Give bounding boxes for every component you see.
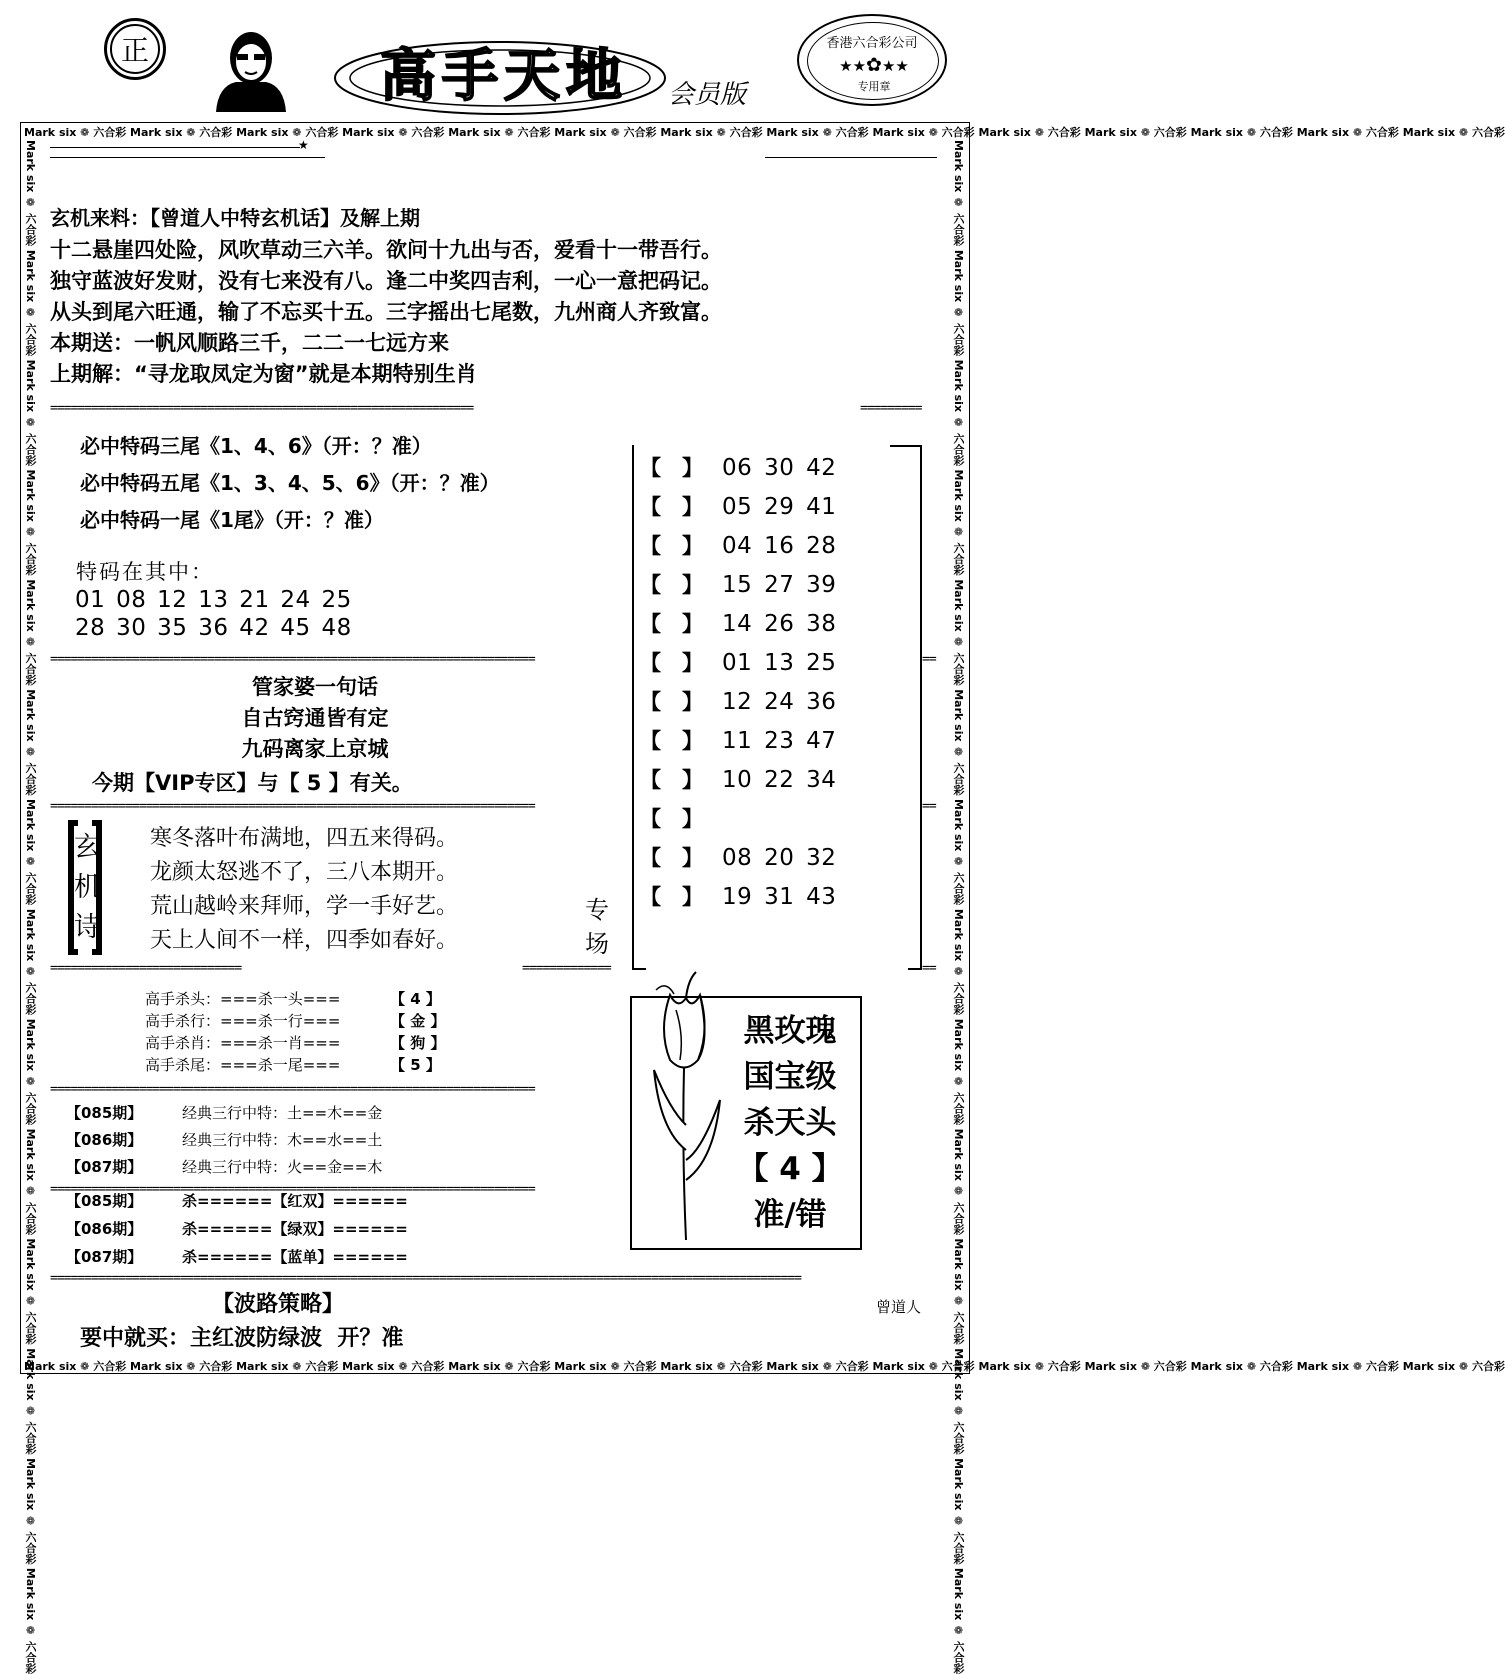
period-row [66,1102,382,1123]
zone-label-char: 场 [585,930,609,958]
housekeeper-line: 自古窍通皆有定 [241,706,389,730]
divider: ======================================================================= [50,1182,535,1197]
strategy-author: 曾道人 [876,1298,922,1316]
divider: ============= [522,961,611,976]
zone-row-numbers: 12 24 36 [722,689,837,715]
riddle-header: 玄机来料：【曾道人中特玄机话】及解上期 [50,206,420,230]
zone-label [585,893,609,961]
zone-row [640,686,836,716]
zone-row [640,452,836,482]
strategy-title: 【波路策略】 [212,1292,345,1317]
tail-picks [80,428,500,539]
border-top: Mark six ❁ 六合彩 Mark six ❁ 六合彩 Mark six ❁ 六合彩 Mark six ❁ 六合彩 Mark six ❁ 六合彩 Mark six ❁ 六合彩 Mark six ❁ 六合彩 Mark six ❁ 六合彩 Mark six ❁ 六合彩 Mark six ❁ 六合彩 Mark six ❁ 六合彩 Mark six ❁ 六合彩 Mark six ❁ 六合彩 Mark six ❁ 六合彩 [24,126,1505,139]
seal-stars: ★★✿★★ [839,54,909,76]
poem-line: 寒冬落叶布满地，四五来得码。 [150,826,459,851]
period-text: 杀======【红双】====== [182,1192,408,1210]
border-right: Mark six ❁ 六合彩 Mark six ❁ 六合彩 Mark six ❁ 六合彩 Mark six ❁ 六合彩 Mark six ❁ 六合彩 Mark six ❁ 六合彩 Mark six ❁ 六合彩 Mark six ❁ 六合彩 Mark six ❁ 六合彩 Mark six ❁ 六合彩 Mark six ❁ 六合彩 Mark six ❁ 六合彩 Mark six ❁ 六合彩 Mark six ❁ 六合彩 [952,140,965,1674]
vip-line: 今期【VIP专区】与【 5 】有关。 [92,771,413,795]
flower-icon: ✿ [866,54,882,76]
zone-row-numbers: 15 27 39 [722,572,837,598]
zone-row-numbers: 11 23 47 [722,728,837,754]
kill-value: 【 5 】 [390,1056,441,1074]
seal-top-text: 香港六合彩公司 [826,36,918,51]
period-text: 经典三行中特：木==水==土 [182,1131,383,1149]
zone-row [640,881,836,911]
zone-row [640,803,722,833]
zheng-badge [104,18,166,80]
zone-row [640,530,836,560]
riddle-line: 从头到尾六旺通，输了不忘买十五。三字摇出七尾数，九州商人齐致富。 [50,300,722,324]
period-label: 【085期】 [66,1104,143,1122]
strategy-line: 要中就买：主红波防绿波 开？准 [80,1326,404,1351]
period-row [66,1190,408,1211]
poem-line: 荒山越岭来拜师，学一手好艺。 [150,894,459,919]
zone-row [640,569,836,599]
poem-line: 天上人间不一样，四季如春好。 [150,928,459,953]
riddle-line: 上期解：“寻龙取凤定为窗”就是本期特别生肖 [50,362,477,386]
divider: ======================================================================= [50,799,535,814]
zone-row [640,647,836,677]
rose-line: 【 4 】 [737,1151,843,1187]
poem-label [68,820,102,955]
zone-label-char: 专 [585,896,609,924]
period-label: 【086期】 [66,1131,143,1149]
zheng-char: 正 [120,34,149,67]
kill-value: 【 狗 】 [390,1034,446,1052]
housekeeper-line: 管家婆一句话 [252,675,378,699]
period-text: 经典三行中特：火==金==木 [182,1158,383,1176]
divider: ============================================================== [50,401,474,416]
kill-label: 高手杀尾：===杀一尾=== [145,1056,341,1074]
period-label: 【086期】 [66,1220,143,1238]
divider: ============================ [50,961,242,976]
zone-row [640,491,836,521]
kill-row [145,1032,445,1053]
zone-row-bracket: 【 】 [640,573,703,597]
period-label: 【087期】 [66,1248,143,1266]
zone-row-numbers: 08 20 32 [722,845,837,871]
tail-pick: 必中特码三尾《1、4、6》（开：？准） [80,434,432,458]
company-seal [797,14,947,106]
top-line-right [765,157,937,158]
housekeeper [100,672,530,765]
kill-value: 【 4 】 [390,990,441,1008]
zone-row [640,764,836,794]
riddle-lines [50,235,722,390]
poem-label-char: 机 [74,872,101,903]
poem-label-char: 诗 [74,912,101,943]
period-row [66,1218,408,1239]
rose-line: 杀天头 [743,1105,837,1141]
kill-row [145,1010,445,1031]
period-text: 杀======【蓝单】====== [182,1248,408,1266]
divider: == [922,652,936,667]
riddle-line: 十二悬崖四处险，风吹草动三六羊。欲问十九出与否，爱看十一带吾行。 [50,238,722,262]
zone-row-numbers: 05 29 41 [722,494,837,520]
zone-row-numbers: 01 13 25 [722,650,837,676]
zone-row-bracket: 【 】 [640,534,703,558]
star-icon: ★ [298,138,309,152]
zone-row-numbers: 04 16 28 [722,533,837,559]
kill-value: 【 金 】 [390,1012,446,1030]
kill-row [145,1054,441,1075]
kill-row [145,988,441,1009]
divider: ======================================================================= [50,1082,535,1097]
zone-row-bracket: 【 】 [640,807,703,831]
period-row [66,1246,408,1267]
poem-line: 龙颜太怒逃不了，三八本期开。 [150,860,459,885]
riddle-line: 本期送：一帆风顺路三千，二二一七远方来 [50,331,449,355]
zone-row-bracket: 【 】 [640,495,703,519]
special-numbers-label: 特码在其中： [76,560,214,584]
portrait-icon [212,20,290,112]
zone-row-bracket: 【 】 [640,612,703,636]
divider: ========= [860,401,922,416]
poem-label-char: 玄 [74,832,101,863]
zone-row [640,725,836,755]
divider: == [922,961,936,976]
special-numbers-row: 01 08 12 13 21 24 25 [75,587,352,613]
zone-row-numbers: 06 30 42 [722,455,837,481]
divider: ============================================================================================================== [50,1271,801,1286]
border-left: Mark six ❁ 六合彩 Mark six ❁ 六合彩 Mark six ❁ 六合彩 Mark six ❁ 六合彩 Mark six ❁ 六合彩 Mark six ❁ 六合彩 Mark six ❁ 六合彩 Mark six ❁ 六合彩 Mark six ❁ 六合彩 Mark six ❁ 六合彩 Mark six ❁ 六合彩 Mark six ❁ 六合彩 Mark six ❁ 六合彩 Mark six ❁ 六合彩 [24,140,37,1674]
kill-label: 高手杀头：===杀一头=== [145,990,341,1008]
period-row [66,1156,382,1177]
zone-row-bracket: 【 】 [640,885,703,909]
page-subtitle: 会员版 [668,80,747,110]
rose-line: 黑玫瑰 [743,1013,837,1049]
seal-bottom-text: 专用章 [857,80,891,93]
border-bottom: Mark six ❁ 六合彩 Mark six ❁ 六合彩 Mark six ❁ 六合彩 Mark six ❁ 六合彩 Mark six ❁ 六合彩 Mark six ❁ 六合彩 Mark six ❁ 六合彩 Mark six ❁ 六合彩 Mark six ❁ 六合彩 Mark six ❁ 六合彩 Mark six ❁ 六合彩 Mark six ❁ 六合彩 Mark six ❁ 六合彩 Mark six ❁ 六合彩 [24,1360,1505,1373]
period-text: 经典三行中特：土==木==金 [182,1104,383,1122]
tail-pick: 必中特码一尾《1尾》（开：？准） [80,508,384,532]
zone-row-bracket: 【 】 [640,768,703,792]
housekeeper-line: 九码离家上京城 [241,737,389,761]
top-line-left [50,147,300,148]
divider: == [922,799,936,814]
zone-row-bracket: 【 】 [640,456,703,480]
zone-row-bracket: 【 】 [640,690,703,714]
period-label: 【087期】 [66,1158,143,1176]
tail-pick: 必中特码五尾《1、3、4、5、6》（开：？准） [80,471,500,495]
rose-line: 国宝级 [743,1059,837,1095]
riddle-line: 独守蓝波好发财，没有七来没有八。逢二中奖四吉利，一心一意把码记。 [50,269,722,293]
period-row [66,1129,382,1150]
period-text: 杀======【绿双】====== [182,1220,408,1238]
top-line-left2 [50,157,325,158]
kill-label: 高手杀肖：===杀一肖=== [145,1034,341,1052]
poem-lines [150,822,458,958]
rose-line: 准/错 [753,1197,827,1233]
kill-label: 高手杀行：===杀一行=== [145,1012,341,1030]
zone-row [640,842,836,872]
zone-row-numbers: 10 22 34 [722,767,837,793]
tulip-icon [640,950,730,1245]
rose-lines [730,1008,850,1238]
zone-row-numbers: 19 31 43 [722,884,837,910]
zone-row [640,608,836,638]
period-label: 【085期】 [66,1192,143,1210]
zone-row-numbers: 14 26 38 [722,611,837,637]
zone-row-bracket: 【 】 [640,846,703,870]
page-title: 高手天地 [380,43,628,109]
zone-row-bracket: 【 】 [640,729,703,753]
divider: ======================================================================= [50,652,535,667]
zone-row-bracket: 【 】 [640,651,703,675]
special-numbers-row: 28 30 35 36 42 45 48 [75,615,352,641]
